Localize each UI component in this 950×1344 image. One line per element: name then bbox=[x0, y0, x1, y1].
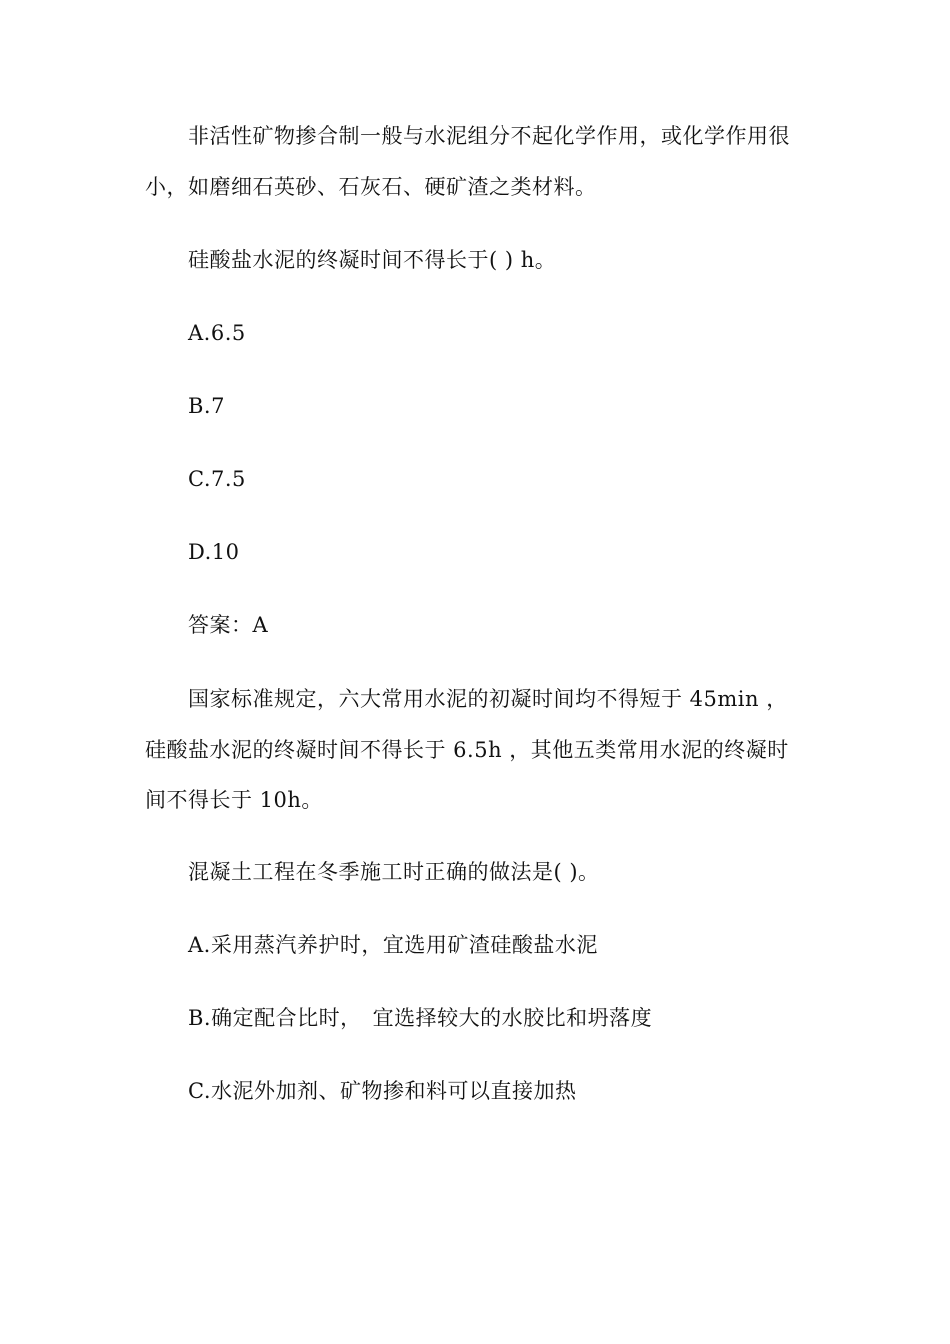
paragraph-line: 非活性矿物掺合制一般与水泥组分不起化学作用，或化学作用很 bbox=[188, 124, 790, 148]
option-b: B.确定配合比时， 宜选择较大的水胶比和坍落度 bbox=[188, 1006, 653, 1030]
explanation-line: 国家标准规定，六大常用水泥的初凝时间均不得短于 45min ， bbox=[188, 687, 788, 711]
option-b: B.7 bbox=[188, 394, 225, 418]
answer-line: 答案：A bbox=[188, 613, 269, 637]
explanation-line: 间不得长于 10h。 bbox=[145, 788, 323, 812]
explanation-line: 硅酸盐水泥的终凝时间不得长于 6.5h ，其他五类常用水泥的终凝时 bbox=[145, 738, 789, 762]
paragraph-line: 小，如磨细石英砂、石灰石、硬矿渣之类材料。 bbox=[145, 175, 597, 199]
option-c: C.7.5 bbox=[188, 467, 246, 491]
option-a: A.采用蒸汽养护时，宜选用矿渣硅酸盐水泥 bbox=[188, 933, 598, 957]
option-a: A.6.5 bbox=[188, 321, 246, 345]
option-c: C.水泥外加剂、矿物掺和料可以直接加热 bbox=[188, 1079, 577, 1103]
question-stem: 硅酸盐水泥的终凝时间不得长于( ) h。 bbox=[188, 248, 557, 272]
question-stem: 混凝土工程在冬季施工时正确的做法是( )。 bbox=[188, 860, 600, 884]
option-d: D.10 bbox=[188, 540, 240, 564]
